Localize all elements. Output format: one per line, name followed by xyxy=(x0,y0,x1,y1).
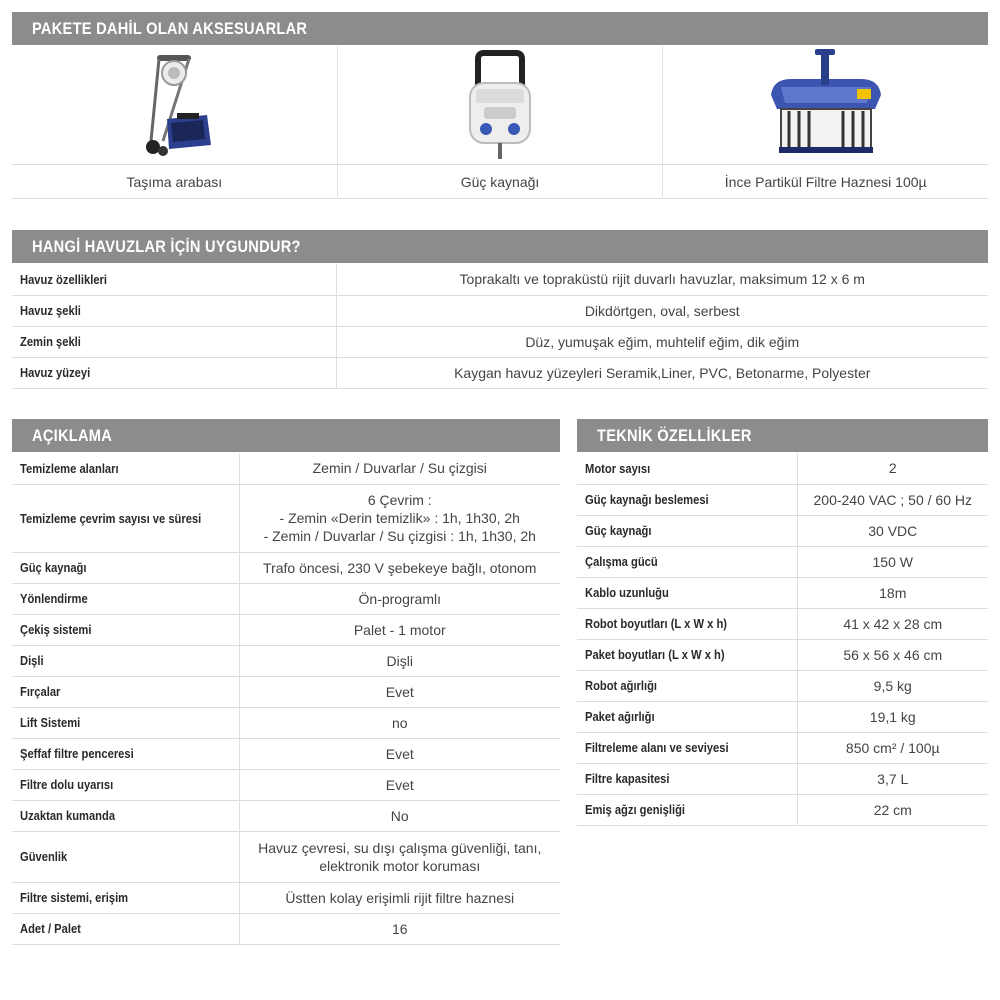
accessory-label: İnce Partikül Filtre Haznesi 100µ xyxy=(663,164,988,199)
table-row xyxy=(577,453,988,484)
row-key: Dişli xyxy=(20,653,44,668)
row-key: Uzaktan kumanda xyxy=(20,808,116,823)
trolley-cart-icon xyxy=(129,49,219,161)
row-key: Havuz şekli xyxy=(20,303,81,318)
power-supply-icon xyxy=(460,49,540,161)
row-key: Filtre dolu uyarısı xyxy=(20,777,114,792)
row-value-line: - Zemin / Duvarlar / Su çizgisi : 1h, 1h30, 2h xyxy=(263,528,536,544)
row-value: No xyxy=(390,807,409,824)
table-row xyxy=(577,546,988,577)
description-title: AÇIKLAMA xyxy=(32,425,113,445)
row-key: Robot boyutları (L x W x h) xyxy=(585,616,728,631)
row-key: Filtre sistemi, erişim xyxy=(20,890,129,905)
row-key: Güç kaynağı xyxy=(585,523,652,538)
row-value-line: elektronik motor koruması xyxy=(319,857,481,874)
row-key: Paket boyutları (L x W x h) xyxy=(585,647,725,662)
row-value-line: 6 Çevrim : xyxy=(367,492,432,508)
accessory-trolley xyxy=(12,46,338,198)
filter-basket-icon xyxy=(761,49,891,161)
table-row xyxy=(12,831,560,882)
accessory-power-supply xyxy=(338,46,664,198)
row-key: Adet / Palet xyxy=(20,921,81,936)
row-value-line: Havuz çevresi, su dışı çalışma güvenliği, tanı, xyxy=(258,839,542,856)
table-row xyxy=(577,701,988,732)
row-value: Toprakaltı ve topraküstü rijit duvarlı havuzlar, maksimum 12 x 6 m xyxy=(336,264,988,295)
accessory-label: Güç kaynağı xyxy=(338,164,663,199)
row-value: Dişli xyxy=(386,652,413,669)
row-value: 19,1 kg xyxy=(797,701,988,732)
row-value: Dikdörtgen, oval, serbest xyxy=(336,295,988,326)
table-row xyxy=(577,608,988,639)
row-key: Yönlendirme xyxy=(20,591,88,606)
row-value: 2 xyxy=(797,453,988,484)
table-row xyxy=(12,614,560,645)
row-key: Havuz yüzeyi xyxy=(20,365,91,380)
row-key: Şeffaf filtre penceresi xyxy=(20,746,134,761)
table-row xyxy=(577,670,988,701)
table-row xyxy=(12,583,560,614)
specs-table xyxy=(577,453,988,826)
row-key: Motor sayısı xyxy=(585,460,651,476)
row-value: 150 W xyxy=(797,546,988,577)
row-value: Kaygan havuz yüzeyleri Seramik,Liner, PVC, Betonarme, Polyester xyxy=(336,357,988,388)
row-key: Kablo uzunluğu xyxy=(585,585,669,600)
accessory-label: Taşıma arabası xyxy=(12,164,337,199)
table-row xyxy=(12,800,560,831)
row-value: Evet xyxy=(385,683,414,700)
pools-title: HANGİ HAVUZLAR İÇİN UYGUNDUR? xyxy=(32,236,301,256)
row-key: Filtre kapasitesi xyxy=(585,771,670,786)
row-value-line: - Zemin «Derin temizlik» : 1h, 1h30, 2h xyxy=(279,510,520,526)
table-row xyxy=(577,484,988,515)
row-value: 16 xyxy=(391,920,408,937)
table-row xyxy=(577,732,988,763)
table-row xyxy=(577,763,988,794)
row-value: Trafo öncesi, 230 V şebekeye bağlı, otonom xyxy=(263,559,537,576)
row-value: Düz, yumuşak eğim, muhtelif eğim, dik eğim xyxy=(336,326,988,357)
pools-header xyxy=(12,230,988,263)
row-value: 41 x 42 x 28 cm xyxy=(797,608,988,639)
table-row xyxy=(12,552,560,583)
table-row xyxy=(12,357,988,388)
row-value: 22 cm xyxy=(797,794,988,825)
row-key: Güç kaynağı beslemesi xyxy=(585,492,709,507)
table-row xyxy=(12,326,988,357)
row-key: Temizleme alanları xyxy=(20,460,119,476)
table-row xyxy=(577,515,988,546)
row-value: 9,5 kg xyxy=(797,670,988,701)
table-row xyxy=(12,707,560,738)
accessories-title: PAKETE DAHİL OLAN AKSESUARLAR xyxy=(32,18,308,38)
table-row xyxy=(12,676,560,707)
accessories-row xyxy=(12,46,988,198)
table-row xyxy=(12,295,988,326)
row-key: Güvenlik xyxy=(20,849,68,864)
row-key: Filtreleme alanı ve seviyesi xyxy=(585,740,729,755)
pools-table xyxy=(12,264,988,389)
row-key: Çekiş sistemi xyxy=(20,622,92,637)
row-key: Havuz özellikleri xyxy=(20,271,107,287)
table-row xyxy=(12,484,560,552)
row-key: Emiş ağzı genişliği xyxy=(585,802,686,817)
accessory-filter-basket xyxy=(663,46,988,198)
row-value: 30 VDC xyxy=(797,515,988,546)
row-value: 3,7 L xyxy=(797,763,988,794)
row-value: 200-240 VAC ; 50 / 60 Hz xyxy=(797,484,988,515)
row-value: 56 x 56 x 46 cm xyxy=(797,639,988,670)
specs-title: TEKNİK ÖZELLİKLER xyxy=(597,425,752,445)
specs-header xyxy=(577,419,988,452)
row-key: Robot ağırlığı xyxy=(585,678,658,693)
table-row xyxy=(577,794,988,825)
row-key: Temizleme çevrim sayısı ve süresi xyxy=(20,510,202,526)
row-value: Üstten kolay erişimli rijit filtre haznesi xyxy=(285,889,515,906)
row-value: Palet - 1 motor xyxy=(353,621,446,638)
row-key: Güç kaynağı xyxy=(20,560,87,575)
row-key: Çalışma gücü xyxy=(585,554,658,569)
description-header xyxy=(12,419,560,452)
row-value: Zemin / Duvarlar / Su çizgisi xyxy=(312,460,487,477)
row-value: 18m xyxy=(797,577,988,608)
description-table xyxy=(12,453,560,945)
row-value: 850 cm² / 100µ xyxy=(797,732,988,763)
table-row xyxy=(12,913,560,944)
row-key: Fırçalar xyxy=(20,684,61,699)
table-row xyxy=(577,577,988,608)
row-value: no xyxy=(391,714,408,731)
row-value: Ön-programlı xyxy=(358,590,441,607)
table-row xyxy=(12,453,560,484)
row-value: Evet xyxy=(385,776,414,793)
row-value: Evet xyxy=(385,745,414,762)
table-row xyxy=(12,882,560,913)
table-row xyxy=(12,769,560,800)
row-key: Lift Sistemi xyxy=(20,715,81,730)
row-key: Paket ağırlığı xyxy=(585,709,655,724)
row-key: Zemin şekli xyxy=(20,334,81,349)
accessories-header xyxy=(12,12,988,45)
table-row xyxy=(12,645,560,676)
table-row xyxy=(12,264,988,295)
table-row xyxy=(12,738,560,769)
table-row xyxy=(577,639,988,670)
